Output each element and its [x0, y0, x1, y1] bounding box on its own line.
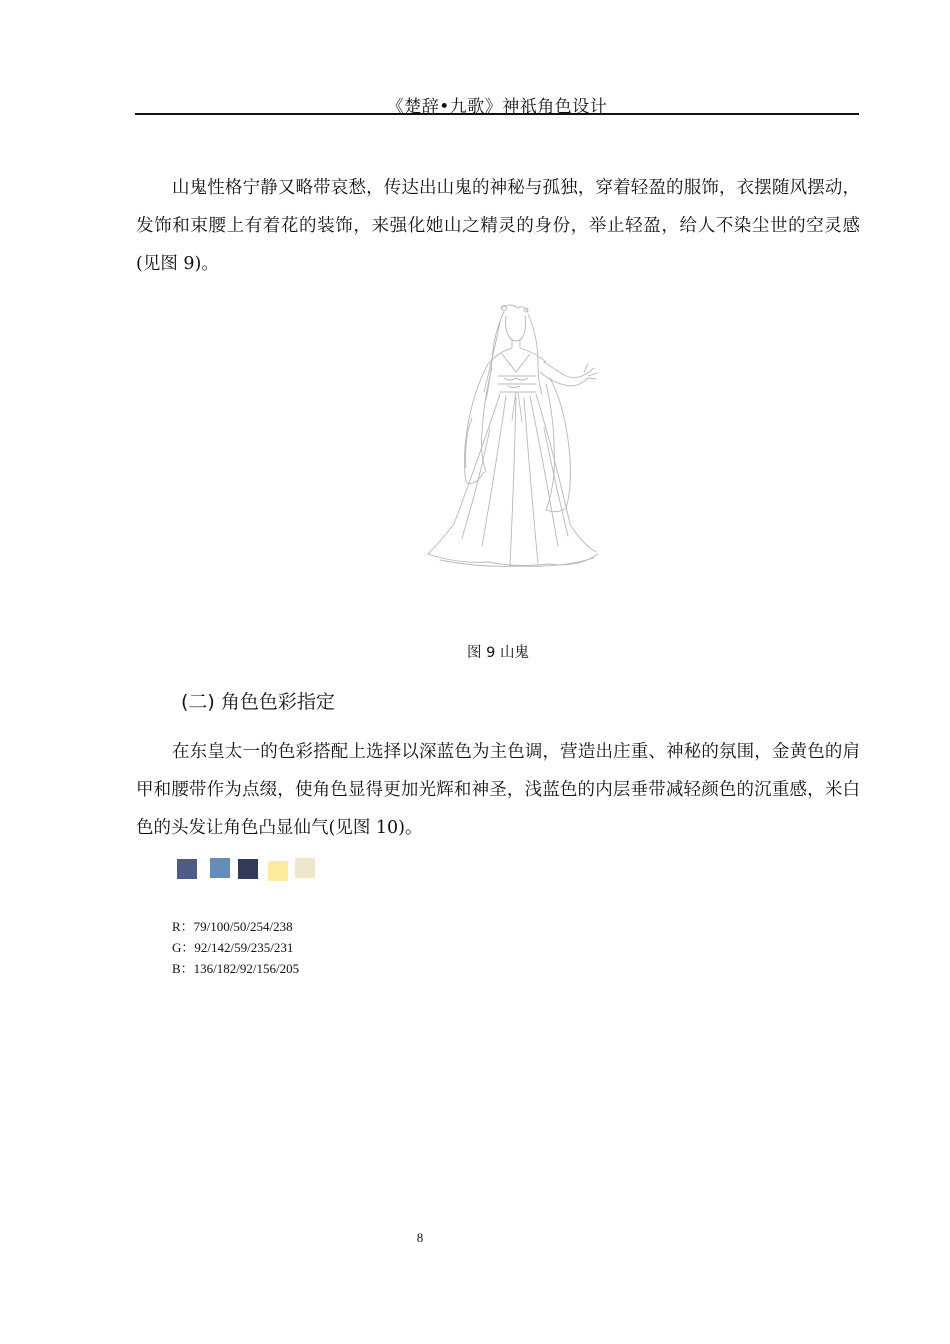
- paragraph-shangui: 山鬼性格宁静又略带哀愁，传达出山鬼的神秘与孤独，穿着轻盈的服饰，衣摆随风摆动，发饰和束腰上有着花的装饰，来强化她山之精灵的身份，举止轻盈，给人不染尘世的空灵感(见图 9)。: [136, 178, 860, 274]
- figure-9-shangui-sketch: [420, 298, 610, 578]
- color-swatch-gold: [268, 861, 288, 881]
- color-swatch-navy: [238, 859, 258, 879]
- rgb-g-line: G：92/142/59/235/231: [172, 940, 294, 955]
- rgb-b-line: B：136/182/92/156/205: [172, 961, 300, 976]
- section-heading-color-spec: (二) 角色色彩指定: [181, 691, 335, 713]
- rgb-r-line: R：79/100/50/254/238: [172, 919, 293, 934]
- color-swatch-deep-blue: [177, 859, 197, 879]
- running-header-title: 《楚辞•九歌》神祇角色设计: [386, 97, 608, 117]
- rgb-values: [172, 916, 299, 979]
- color-swatch-off-white: [295, 858, 315, 878]
- header-rule: [135, 113, 859, 115]
- paragraph-donghuang-colors: 在东皇太一的色彩搭配上选择以深蓝色为主色调，营造出庄重、神秘的氛围，金黄色的肩甲和腰带作为点缀，使角色显得更加光辉和神圣，浅蓝色的内层垂带减轻颜色的沉重感，米白色的头发让角色凸显仙气(见图 10)。: [136, 742, 860, 838]
- figure-9-caption: 图 9 山鬼: [467, 645, 529, 661]
- color-swatch-light-blue: [210, 858, 230, 878]
- page-number: 8: [416, 1230, 424, 1245]
